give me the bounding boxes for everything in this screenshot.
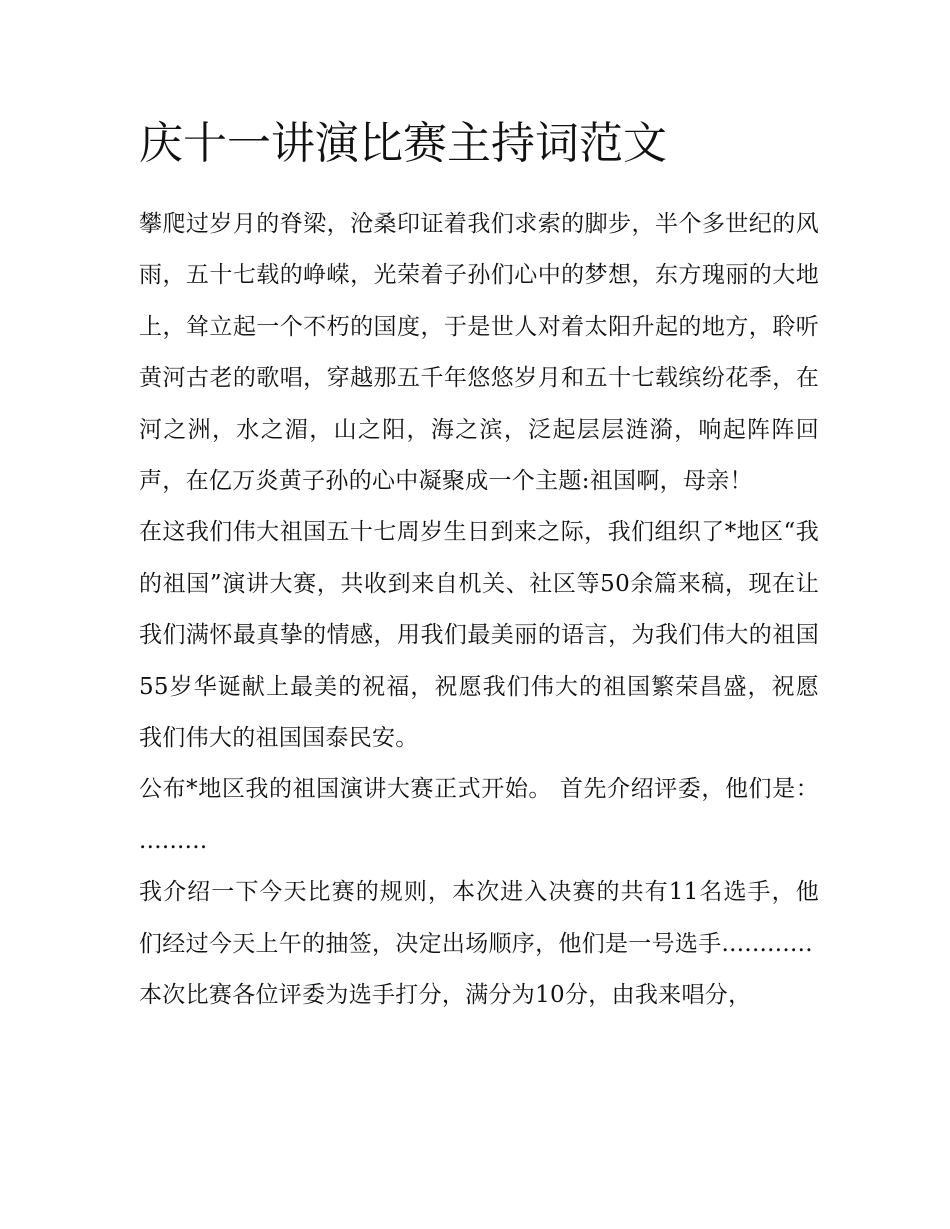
document-title: 庆十一讲演比赛主持词范文 — [139, 118, 667, 169]
paragraph-opening: 攀爬过岁月的脊梁，沧桑印证着我们求索的脚步，半个多世纪的风雨，五十七载的峥嵘，光荣着子孙们心中的梦想，东方瑰丽的大地上，耸立起一个不朽的国度，于是世人对着太阳升起的地方，聆听黄河古老的歌唱，穿越那五千年悠悠岁月和五十七载缤纷花季，在河之洲，水之湄，山之阳，海之滨，泛起层层涟漪，响起阵阵回声，在亿万炎黄子孙的心中凝聚成一个主题:祖国啊，母亲！ — [139, 211, 819, 495]
paragraph-rules: 我介绍一下今天比赛的规则，本次进入决赛的共有11名选手，他们经过今天上午的抽签，决定出场顺序，他们是一号选手............ — [139, 879, 819, 957]
paragraph-judges: 公布*地区我的祖国演讲大赛正式开始。 首先介绍评委，他们是： ......... — [139, 776, 819, 854]
document-body — [139, 199, 819, 1022]
paragraph-scoring: 本次比赛各位评委为选手打分，满分为10分，由我来唱分， — [139, 982, 752, 1009]
paragraph-introduction: 在这我们伟大祖国五十七周岁生日到来之际，我们组织了*地区“我的祖国”演讲大赛，共收到来自机关、社区等50余篇来稿，现在让我们满怀最真挚的情感，用我们最美丽的语言，为我们伟大的祖国55岁华诞献上最美的祝福，祝愿我们伟大的祖国繁荣昌盛，祝愿我们伟大的祖国国泰民安。 — [139, 519, 819, 752]
